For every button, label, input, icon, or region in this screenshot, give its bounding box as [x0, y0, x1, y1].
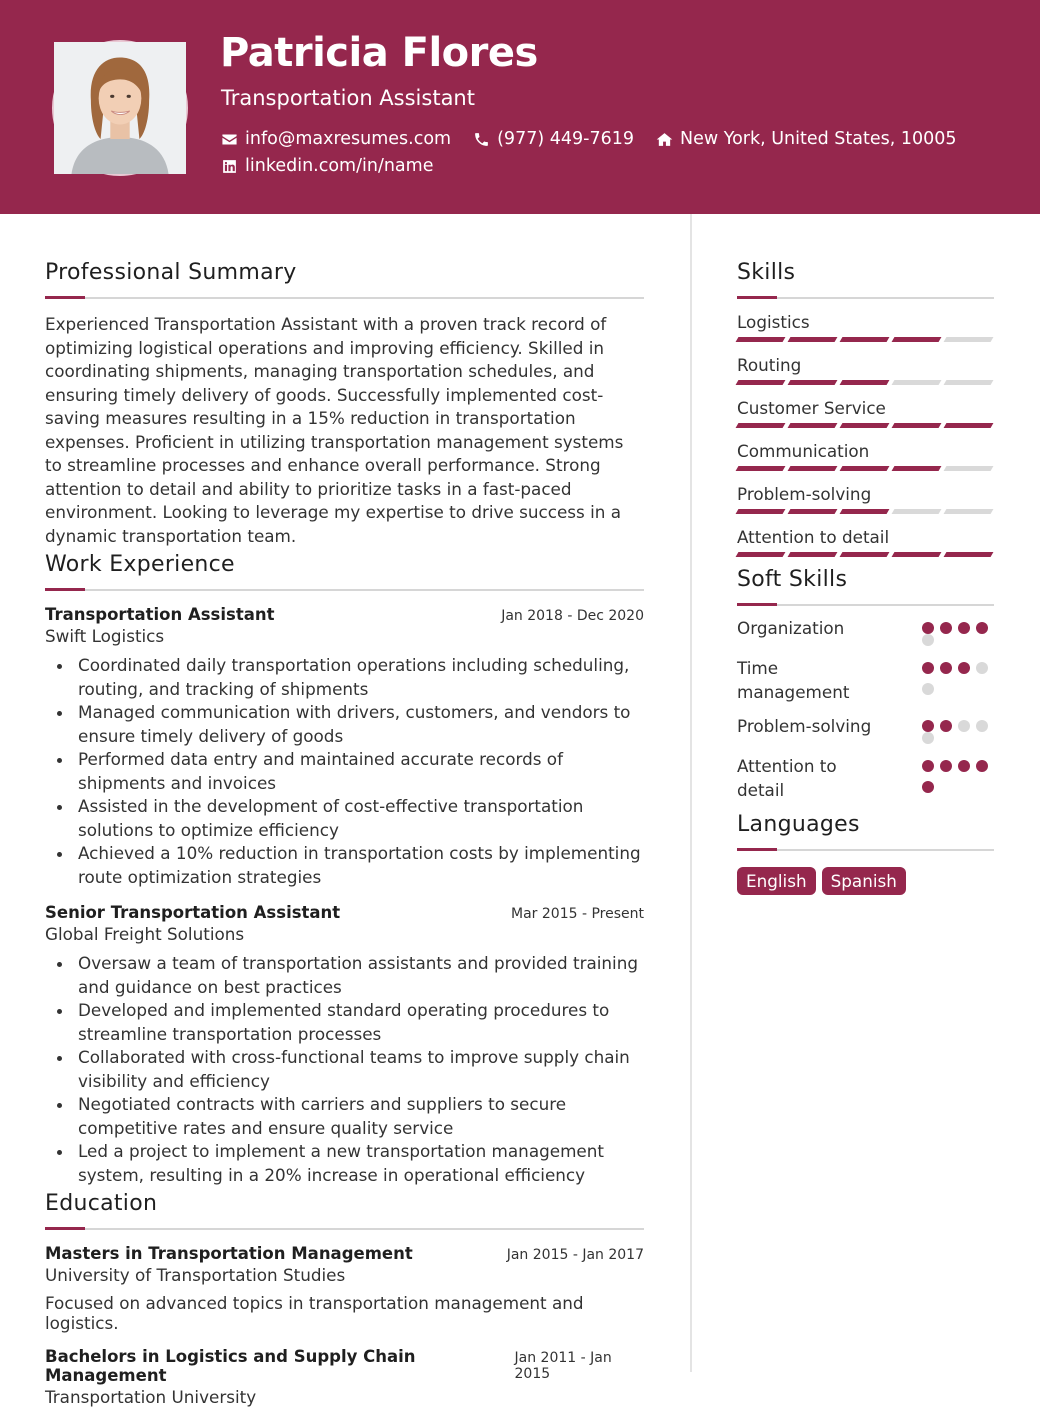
rating-dot	[958, 662, 970, 674]
skill-level-segment	[736, 466, 786, 471]
soft-skill-rating	[922, 656, 994, 704]
rating-dot	[940, 622, 952, 634]
contact-linkedin[interactable]	[221, 156, 433, 176]
skill-level-segment	[944, 423, 994, 428]
soft-skill-name: Organization	[737, 618, 845, 638]
skill-level-segment	[788, 466, 838, 471]
degree-title: Masters in Transportation Management	[45, 1244, 413, 1263]
skill-level-segment	[788, 552, 838, 557]
job-title: Senior Transportation Assistant	[45, 903, 341, 922]
skill-level-segment	[944, 552, 994, 557]
skill-level-bar	[737, 509, 994, 514]
language-list	[737, 867, 994, 895]
skills-list	[737, 311, 994, 557]
skill-level-segment	[840, 466, 890, 471]
home-icon	[656, 131, 673, 148]
rating-dot	[922, 760, 934, 772]
skill-name: Logistics	[737, 312, 810, 332]
soft-skill-rating	[922, 754, 994, 802]
languages-section	[737, 810, 994, 895]
rating-dot	[958, 720, 970, 732]
envelope-icon	[221, 131, 238, 148]
skill-level-bar	[737, 466, 994, 471]
skill-item	[737, 311, 994, 342]
skill-item	[737, 483, 994, 514]
skill-level-bar	[737, 380, 994, 385]
skill-level-segment	[736, 552, 786, 557]
skills-heading: Skills	[737, 260, 796, 285]
rating-dot	[922, 683, 934, 695]
bullet-item: Performed data entry and maintained accurate records of shipments and invoices	[45, 748, 644, 795]
rating-dot	[922, 622, 934, 634]
education-section	[45, 1189, 644, 1407]
skill-level-bar	[737, 423, 994, 428]
job-bullets	[45, 654, 644, 889]
rating-dot	[940, 662, 952, 674]
skill-name: Problem-solving	[737, 484, 872, 504]
bullet-item: Led a project to implement a new transportation management system, resulting in a 20% increase in operational efficiency	[45, 1140, 644, 1187]
skill-level-segment	[892, 337, 942, 342]
bullet-item: Negotiated contracts with carriers and suppliers to secure competitive rates and ensure quality service	[45, 1093, 644, 1140]
soft-skill-name: Problem-solving	[737, 716, 872, 736]
job-dates: Jan 2018 - Dec 2020	[501, 608, 644, 624]
school-name: Transportation University	[45, 1387, 257, 1407]
rating-dot	[976, 622, 988, 634]
soft-skill-name: Attention to detail	[737, 756, 837, 800]
job-title: Transportation Assistant	[45, 605, 275, 624]
bullet-item: Developed and implemented standard operating procedures to streamline transportation processes	[45, 999, 644, 1046]
skill-name: Communication	[737, 441, 870, 461]
skill-level-segment	[736, 337, 786, 342]
soft-skill-name: Time management	[737, 658, 850, 702]
bullet-item: Achieved a 10% reduction in transportation costs by implementing route optimization strategies	[45, 842, 644, 889]
skill-item	[737, 397, 994, 428]
rating-dot	[922, 781, 934, 793]
contact-phone[interactable]	[473, 129, 634, 149]
job-dates: Mar 2015 - Present	[511, 906, 644, 922]
contact-row	[221, 129, 979, 149]
languages-heading: Languages	[737, 812, 860, 837]
summary-heading: Professional Summary	[45, 260, 297, 285]
skill-level-segment	[944, 509, 994, 514]
skill-level-segment	[892, 552, 942, 557]
skill-level-segment	[840, 509, 890, 514]
skill-level-bar	[737, 552, 994, 557]
soft-skills-list	[737, 616, 994, 802]
soft-skills-section	[737, 565, 994, 802]
soft-skill-rating	[922, 616, 994, 646]
profile-photo	[52, 40, 188, 176]
job-entry	[45, 903, 644, 1187]
bullet-item: Oversaw a team of transportation assistants and provided training and guidance on best practices	[45, 952, 644, 999]
summary-text: Experienced Transportation Assistant with a proven track record of optimizing logistical operations and improving efficiency. Skilled in coordinating shipments, managing transportation schedules, and ensuring timely delivery of goods. Successfully implemented cost-saving measures resulting in a 15% reduction in transportation expenses. Proficient in utilizing transportation management systems to streamline processes and enhance overall performance. Strong attention to detail and ability to prioritize tasks in a fast-paced environment. Looking to leverage my expertise to drive success in a dynamic transportation team.	[45, 314, 624, 546]
bullet-item: Assisted in the development of cost-effective transportation solutions to optimize efficiency	[45, 795, 644, 842]
phone-icon	[473, 131, 490, 148]
location-text: New York, United States, 10005	[679, 129, 957, 149]
job-bullets	[45, 952, 644, 1187]
skill-level-segment	[736, 423, 786, 428]
rating-dot	[958, 622, 970, 634]
rating-dot	[958, 760, 970, 772]
soft-skill-item	[737, 754, 994, 802]
contact-location	[656, 129, 957, 149]
email-text: info@maxresumes.com	[245, 129, 452, 149]
skill-name: Attention to detail	[737, 527, 890, 547]
candidate-name: Patricia Flores	[220, 30, 538, 76]
skill-level-segment	[788, 337, 838, 342]
skill-level-segment	[944, 466, 994, 471]
soft-skill-item	[737, 656, 994, 704]
main-column	[45, 258, 644, 1407]
skill-name: Routing	[737, 355, 802, 375]
skill-level-segment	[788, 380, 838, 385]
education-entry	[45, 1347, 644, 1407]
rating-dot	[940, 720, 952, 732]
section-rule	[45, 589, 644, 591]
skill-item	[737, 354, 994, 385]
skill-level-segment	[892, 423, 942, 428]
rating-dot	[976, 662, 988, 674]
linkedin-icon	[221, 158, 238, 175]
candidate-title: Transportation Assistant	[221, 86, 475, 110]
education-dates: Jan 2015 - Jan 2017	[506, 1247, 644, 1263]
skills-section	[737, 258, 994, 557]
education-description: Focused on advanced topics in transportation management and logistics.	[45, 1293, 584, 1333]
rating-dot	[976, 760, 988, 772]
school-name: University of Transportation Studies	[45, 1265, 346, 1285]
summary-section	[45, 258, 644, 548]
rating-dot	[922, 634, 934, 646]
job-entry	[45, 605, 644, 889]
skill-level-segment	[788, 509, 838, 514]
education-entry	[45, 1244, 644, 1333]
linkedin-text: linkedin.com/in/name	[245, 156, 434, 176]
skill-level-segment	[840, 552, 890, 557]
contact-email[interactable]	[221, 129, 451, 149]
skill-level-segment	[840, 337, 890, 342]
rating-dot	[976, 720, 988, 732]
bullet-item: Managed communication with drivers, customers, and vendors to ensure timely delivery of goods	[45, 701, 644, 748]
side-column	[737, 258, 994, 895]
language-chip: Spanish	[822, 867, 906, 895]
portrait-image	[54, 42, 186, 174]
skill-level-segment	[944, 380, 994, 385]
section-rule	[45, 297, 644, 299]
section-rule	[45, 1228, 644, 1230]
rating-dot	[922, 720, 934, 732]
experience-heading: Work Experience	[45, 552, 235, 577]
job-company: Swift Logistics	[45, 626, 165, 646]
soft-skill-item	[737, 714, 994, 744]
section-rule	[737, 604, 994, 606]
contact-row-2	[221, 156, 455, 176]
rating-dot	[940, 760, 952, 772]
degree-title: Bachelors in Logistics and Supply Chain Management	[45, 1347, 416, 1385]
job-company: Global Freight Solutions	[45, 924, 245, 944]
skill-level-segment	[892, 509, 942, 514]
skill-level-segment	[944, 337, 994, 342]
skill-level-segment	[736, 380, 786, 385]
bullet-item: Coordinated daily transportation operations including scheduling, routing, and tracking of shipments	[45, 654, 644, 701]
rating-dot	[922, 662, 934, 674]
soft-skill-rating	[922, 714, 994, 744]
education-heading: Education	[45, 1191, 158, 1216]
column-divider	[690, 214, 692, 1372]
soft-skills-heading: Soft Skills	[737, 567, 848, 592]
skill-level-bar	[737, 337, 994, 342]
phone-text: (977) 449-7619	[497, 129, 634, 149]
section-rule	[737, 297, 994, 299]
education-dates: Jan 2011 - Jan 2015	[514, 1350, 612, 1382]
skill-level-segment	[840, 380, 890, 385]
skill-level-segment	[840, 423, 890, 428]
soft-skill-item	[737, 616, 994, 646]
skill-level-segment	[788, 423, 838, 428]
language-chip: English	[737, 867, 816, 895]
resume-header	[0, 0, 1040, 214]
section-rule	[737, 849, 994, 851]
experience-section	[45, 550, 644, 1187]
skill-item	[737, 526, 994, 557]
rating-dot	[922, 732, 934, 744]
skill-level-segment	[892, 380, 942, 385]
skill-name: Customer Service	[737, 398, 886, 418]
bullet-item: Collaborated with cross-functional teams to improve supply chain visibility and efficiency	[45, 1046, 644, 1093]
skill-level-segment	[736, 509, 786, 514]
skill-item	[737, 440, 994, 471]
skill-level-segment	[892, 466, 942, 471]
